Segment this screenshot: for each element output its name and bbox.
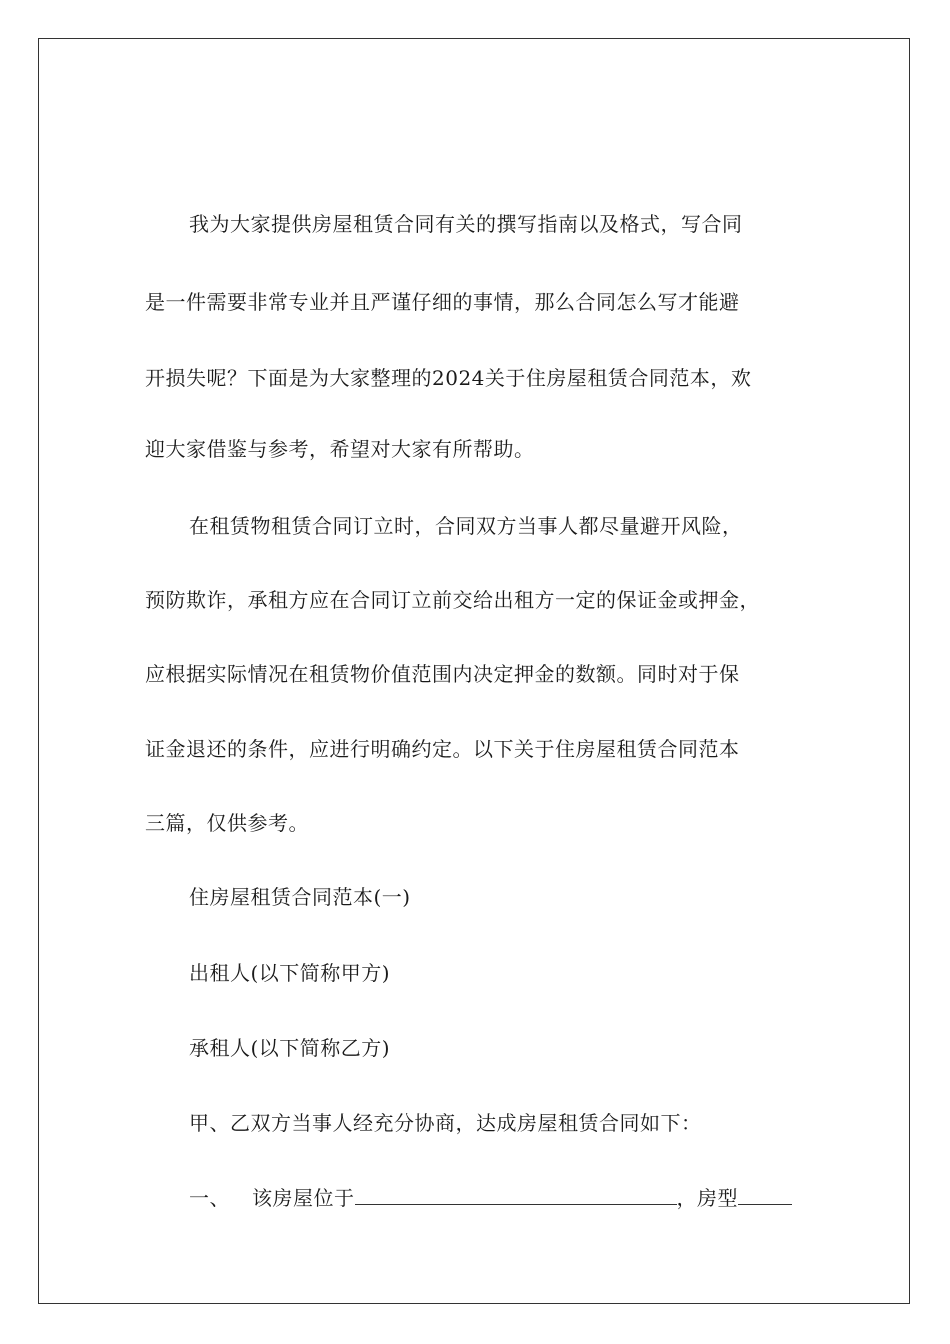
lessor-line: 出租人(以下简称甲方) (189, 961, 391, 985)
contract-title: 住房屋租赁合同范本(一) (189, 885, 411, 909)
intro-line-2: 是一件需要非常专业并且严谨仔细的事情，那么合同怎么写才能避 (145, 290, 740, 314)
second-line-1: 在租赁物租赁合同订立时，合同双方当事人都尽量避开风险， (189, 514, 743, 538)
agreement-line: 甲、乙双方当事人经充分协商，达成房屋租赁合同如下： (189, 1111, 702, 1135)
second-line-5: 三篇，仅供参考。 (145, 811, 309, 835)
second-line-2: 预防欺诈，承租方应在合同订立前交给出租方一定的保证金或押金， (145, 588, 760, 612)
intro-line-3: 开损失呢？下面是为大家整理的2024关于住房屋租赁合同范本，欢 (145, 366, 752, 390)
intro-line-1: 我为大家提供房屋租赁合同有关的撰写指南以及格式，写合同 (189, 212, 743, 236)
lessee-line: 承租人(以下简称乙方) (189, 1036, 391, 1060)
clause-1-room-type-label: ，房型 (676, 1186, 738, 1210)
room-type-blank[interactable] (738, 1186, 792, 1205)
intro-line-4: 迎大家借鉴与参考，希望对大家有所帮助。 (145, 437, 535, 461)
location-blank[interactable] (355, 1186, 677, 1205)
second-line-3: 应根据实际情况在租赁物价值范围内决定押金的数额。同时对于保 (145, 662, 740, 686)
clause-1-number: 一、 (189, 1186, 230, 1210)
clause-1-location-label: 该房屋位于 (252, 1186, 355, 1210)
clause-1-line (189, 1186, 792, 1210)
second-line-4: 证金退还的条件，应进行明确约定。以下关于住房屋租赁合同范本 (145, 737, 740, 761)
